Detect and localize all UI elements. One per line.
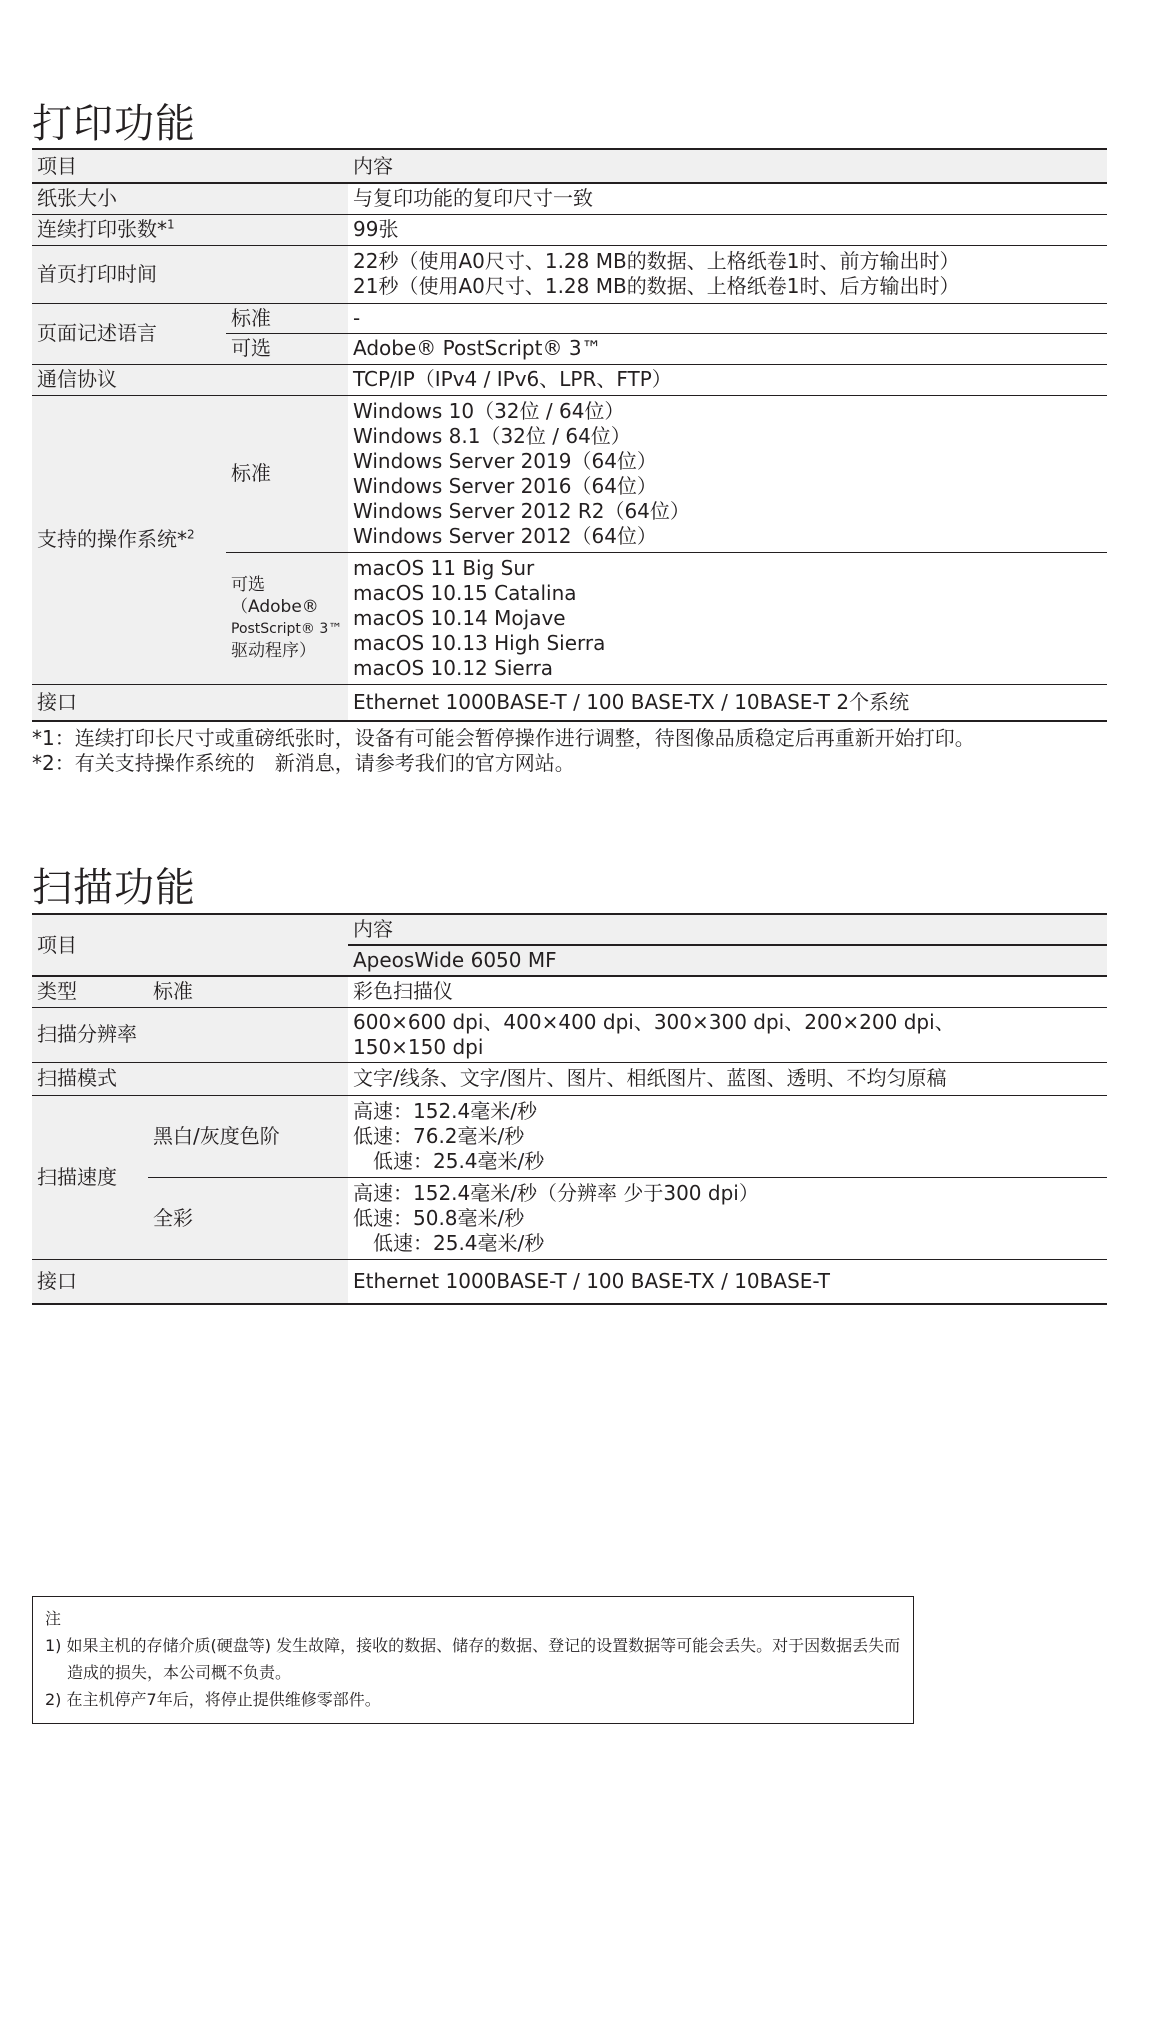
row-label: 扫描模式 (32, 1062, 348, 1095)
table-row (32, 183, 1107, 214)
note-item: 1) 如果主机的存储介质(硬盘等) 发生故障，接收的数据、储存的数据、登记的设置数据等可能会丢失。对于因数据丢失而造成的损失，本公司概不负责。 (45, 1636, 901, 1682)
row-sublabel: 可选 （Adobe® PostScript® 3™ 驱动程序） (226, 552, 348, 684)
row-label: 连续打印张数*$^1$ (32, 214, 348, 245)
first-print-line: 21秒（使用A0尺寸、1.28 MB的数据、上格纸卷1时、后方输出时） (353, 274, 960, 298)
row-value (348, 395, 1107, 552)
os-item: macOS 10.12 Sierra (353, 655, 554, 680)
os-item: macOS 11 Big Sur (353, 555, 535, 580)
row-value: Ethernet 1000BASE-T / 100 BASE-TX / 10BASE-T (353, 1268, 830, 1293)
row-sublabel: 黑白/灰度色阶 (148, 1095, 348, 1177)
row-value (348, 245, 1107, 303)
table-header-row (32, 914, 1107, 945)
row-sublabel: 全彩 (148, 1177, 348, 1259)
notes-box (32, 1596, 914, 1724)
row-value (348, 552, 1107, 684)
header-content: 内容 (348, 149, 1107, 183)
row-value: 600×600 dpi、400×400 dpi、300×300 dpi、200×200 dpi、 150×150 dpi (353, 1009, 955, 1059)
speed-item: 高速：152.4毫米/秒（分辨率 少于300 dpi） (353, 1180, 759, 1205)
os-item: macOS 10.14 Mojave (353, 605, 566, 630)
row-label: 支持的操作系统*$^2$ (32, 395, 226, 684)
row-label: 扫描速度 (32, 1095, 148, 1259)
row-sublabel: 可选 (226, 333, 348, 364)
row-value: Ethernet 1000BASE-T / 100 BASE-TX / 10BASE-T 2个系统 (353, 689, 910, 714)
table-row (32, 245, 1107, 303)
os-item: Windows 10（32位 / 64位） (353, 398, 625, 423)
speed-item: 高速：152.4毫米/秒 (353, 1098, 537, 1123)
table-row (32, 214, 1107, 245)
row-value (348, 1095, 1107, 1177)
row-value: 文字/线条、文字/图片、图片、相纸图片、蓝图、透明、不均匀原稿 (353, 1066, 947, 1090)
header-item: 项目 (32, 914, 348, 976)
table-row (32, 303, 1107, 333)
row-label: 纸张大小 (32, 183, 348, 214)
table-row (32, 684, 1107, 721)
table-row (32, 1259, 1107, 1304)
row-value (348, 1177, 1107, 1259)
row-value: 彩色扫描仪 (353, 979, 453, 1004)
os-item: Windows 8.1（32位 / 64位） (353, 423, 631, 448)
row-label: 接口 (32, 1259, 348, 1304)
row-sublabel: 标准 (148, 976, 348, 1007)
row-label: 首页打印时间 (32, 245, 348, 303)
table-row (32, 1095, 1107, 1177)
os-item: Windows Server 2012 R2（64位） (353, 498, 690, 523)
row-label: 页面记述语言 (32, 303, 226, 364)
table-row (32, 395, 1107, 552)
row-label: 接口 (32, 684, 348, 721)
row-value: Adobe® PostScript® 3™ (353, 336, 602, 360)
row-sublabel: 标准 (226, 303, 348, 333)
row-value: 与复印功能的复印尺寸一致 (353, 186, 593, 211)
print-section-title: 打印功能 (32, 101, 196, 147)
note-item: 2) 在主机停产7年后，将停止提供维修零部件。 (45, 1690, 381, 1709)
os-item: macOS 10.15 Catalina (353, 580, 577, 605)
speed-item: 低速：25.4毫米/秒 (353, 1230, 545, 1255)
row-label: 类型 (32, 976, 148, 1007)
row-label: 扫描分辨率 (32, 1007, 348, 1062)
row-value: - (353, 305, 361, 330)
model-name: ApeosWide 6050 MF (348, 945, 1107, 976)
header-content: 内容 (348, 914, 1107, 945)
table-row (32, 1062, 1107, 1095)
row-sublabel: 标准 (226, 395, 348, 552)
os-item: Windows Server 2016（64位） (353, 473, 657, 498)
table-row (32, 1007, 1107, 1062)
first-print-line: 22秒（使用A0尺寸、1.28 MB的数据、上格纸卷1时、前方输出时） (353, 249, 960, 273)
header-item: 项目 (32, 149, 348, 183)
print-spec-table (32, 148, 1107, 722)
footnote: *2：有关支持操作系统的 新消息，请参考我们的官方网站。 (32, 751, 575, 775)
table-header-row (32, 149, 1107, 183)
table-row (32, 364, 1107, 395)
table-row (32, 1177, 1107, 1259)
footnote: *1：连续打印长尺寸或重磅纸张时，设备有可能会暂停操作进行调整，待图像品质稳定后再重新开始打印。 (32, 726, 975, 750)
scan-spec-table (32, 913, 1107, 1305)
table-row (32, 976, 1107, 1007)
speed-item: 低速：25.4毫米/秒 (353, 1148, 545, 1173)
os-item: macOS 10.13 High Sierra (353, 630, 606, 655)
speed-item: 低速：76.2毫米/秒 (353, 1123, 525, 1148)
footnote-marker: 1 (167, 217, 175, 232)
row-value: 99张 (353, 217, 399, 241)
os-item: Windows Server 2012（64位） (353, 523, 657, 548)
speed-item: 低速：50.8毫米/秒 (353, 1205, 525, 1230)
notes-title: 注 (45, 1609, 62, 1628)
scan-section-title: 扫描功能 (32, 865, 196, 911)
os-item: Windows Server 2019（64位） (353, 448, 657, 473)
footnote-marker: 2 (187, 527, 195, 542)
row-value: TCP/IP（IPv4 / IPv6、LPR、FTP） (353, 367, 672, 391)
row-label: 通信协议 (32, 364, 348, 395)
